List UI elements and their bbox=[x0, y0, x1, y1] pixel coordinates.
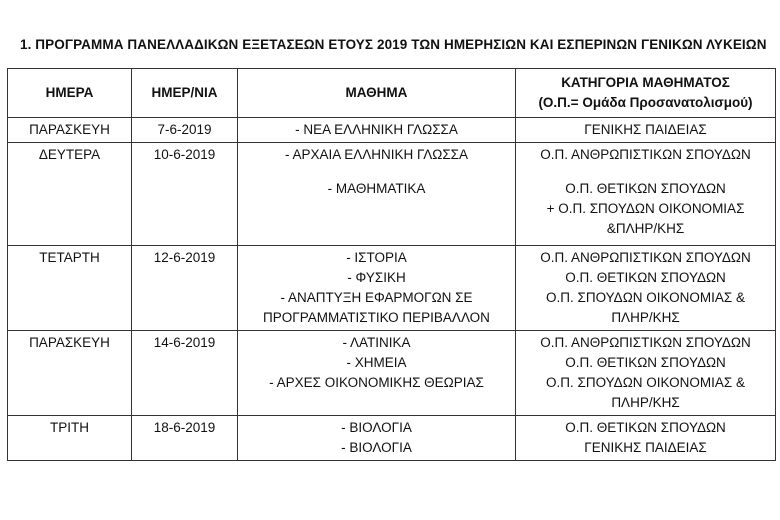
day-cell: ΤΕΤΑΡΤΗ bbox=[8, 246, 132, 331]
category-cell bbox=[516, 143, 776, 246]
subject-item: - ΑΡΧΑΙΑ ΕΛΛΗΝΙΚΗ ΓΛΩΣΣΑ bbox=[284, 147, 469, 162]
subject-item: - ΜΑΘΗΜΑΤΙΚΑ bbox=[327, 181, 426, 196]
header-day: ΗΜΕΡΑ bbox=[8, 69, 132, 118]
subject-cell bbox=[238, 331, 516, 416]
category-item: Ο.Π. ΑΝΘΡΩΠΙΣΤΙΚΩΝ ΣΠΟΥΔΩΝ bbox=[540, 335, 751, 350]
subject-item: - ΧΗΜΕΙΑ bbox=[346, 355, 407, 370]
category-item: Ο.Π. ΘΕΤΙΚΩΝ ΣΠΟΥΔΩΝ bbox=[565, 420, 726, 435]
subject-item: - ΙΣΤΟΡΙΑ bbox=[346, 250, 407, 265]
category-item: Ο.Π. ΣΠΟΥΔΩΝ ΟΙΚΟΝΟΜΙΑΣ & bbox=[546, 375, 745, 390]
category-item: Ο.Π. ΣΠΟΥΔΩΝ ΟΙΚΟΝΟΜΙΑΣ & bbox=[546, 290, 745, 305]
category-item: &ΠΛΗΡ/ΚΗΣ bbox=[606, 221, 685, 236]
table-row bbox=[8, 331, 776, 416]
subject-item: ΠΡΟΓΡΑΜΜΑΤΙΣΤΙΚΟ ΠΕΡΙΒΑΛΛΟΝ bbox=[263, 310, 490, 325]
day-cell: ΤΡΙΤΗ bbox=[8, 416, 132, 461]
day-cell: ΔΕΥΤΕΡΑ bbox=[8, 143, 132, 246]
category-item: + Ο.Π. ΣΠΟΥΔΩΝ ΟΙΚΟΝΟΜΙΑΣ bbox=[546, 201, 745, 216]
category-cell bbox=[516, 118, 776, 143]
category-item: Ο.Π. ΘΕΤΙΚΩΝ ΣΠΟΥΔΩΝ bbox=[565, 355, 726, 370]
subject-item: - ΛΑΤΙΝΙΚΑ bbox=[342, 335, 411, 350]
subject-item: - ΦΥΣΙΚΗ bbox=[347, 270, 406, 285]
day-cell: ΠΑΡΑΣΚΕΥΗ bbox=[8, 331, 132, 416]
header-category-title: ΚΑΤΗΓΟΡΙΑ ΜΑΘΗΜΑΤΟΣ bbox=[561, 75, 730, 90]
category-item: ΓΕΝΙΚΗΣ ΠΑΙΔΕΙΑΣ bbox=[584, 122, 707, 137]
document-title: 1. ΠΡΟΓΡΑΜΜΑ ΠΑΝΕΛΛΑΔΙΚΩΝ ΕΞΕΤΑΣΕΩΝ ΕΤΟΥΣ 2019 ΤΩΝ ΗΜΕΡΗΣΙΩΝ ΚΑΙ ΕΣΠΕΡΙΝΩΝ ΓΕΝΙΚΩΝ ΛΥΚΕΙΩΝ bbox=[20, 37, 767, 52]
category-cell bbox=[516, 331, 776, 416]
subject-cell bbox=[238, 246, 516, 331]
category-item: Ο.Π. ΑΝΘΡΩΠΙΣΤΙΚΩΝ ΣΠΟΥΔΩΝ bbox=[540, 250, 751, 265]
category-cell bbox=[516, 246, 776, 331]
subject-cell bbox=[238, 118, 516, 143]
subject-item: - ΒΙΟΛΟΓΙΑ bbox=[341, 420, 412, 435]
date-cell: 18-6-2019 bbox=[132, 416, 238, 461]
exam-schedule-table bbox=[7, 68, 776, 461]
category-item: Ο.Π. ΑΝΘΡΩΠΙΣΤΙΚΩΝ ΣΠΟΥΔΩΝ bbox=[540, 147, 751, 162]
header-subject: ΜΑΘΗΜΑ bbox=[238, 69, 516, 118]
table-row bbox=[8, 118, 776, 143]
date-cell: 7-6-2019 bbox=[132, 118, 238, 143]
header-row bbox=[8, 69, 776, 118]
header-category bbox=[516, 69, 776, 118]
category-item: ΓΕΝΙΚΗΣ ΠΑΙΔΕΙΑΣ bbox=[584, 440, 707, 455]
spacer bbox=[520, 165, 771, 179]
day-cell: ΠΑΡΑΣΚΕΥΗ bbox=[8, 118, 132, 143]
subject-item: - ΑΡΧΕΣ ΟΙΚΟΝΟΜΙΚΗΣ ΘΕΩΡΙΑΣ bbox=[269, 375, 484, 390]
table-row bbox=[8, 143, 776, 246]
table-row bbox=[8, 416, 776, 461]
subject-item: - ΒΙΟΛΟΓΙΑ bbox=[341, 440, 412, 455]
table-row bbox=[8, 246, 776, 331]
subject-cell bbox=[238, 143, 516, 246]
category-item: Ο.Π. ΘΕΤΙΚΩΝ ΣΠΟΥΔΩΝ bbox=[565, 181, 726, 196]
subject-cell bbox=[238, 416, 516, 461]
category-item: ΠΛΗΡ/ΚΗΣ bbox=[611, 395, 680, 410]
header-category-note: (Ο.Π.= Ομάδα Προσανατολισμού) bbox=[538, 95, 753, 110]
category-cell bbox=[516, 416, 776, 461]
category-item: Ο.Π. ΘΕΤΙΚΩΝ ΣΠΟΥΔΩΝ bbox=[565, 270, 726, 285]
spacer bbox=[242, 165, 511, 179]
header-date: ΗΜΕΡ/ΝΙΑ bbox=[132, 69, 238, 118]
date-cell: 10-6-2019 bbox=[132, 143, 238, 246]
category-item: ΠΛΗΡ/ΚΗΣ bbox=[611, 310, 680, 325]
date-cell: 12-6-2019 bbox=[132, 246, 238, 331]
subject-item: - ΝΕΑ ΕΛΛΗΝΙΚΗ ΓΛΩΣΣΑ bbox=[295, 122, 458, 137]
date-cell: 14-6-2019 bbox=[132, 331, 238, 416]
subject-item: - ΑΝΑΠΤΥΞΗ ΕΦΑΡΜΟΓΩΝ ΣΕ bbox=[280, 290, 473, 305]
